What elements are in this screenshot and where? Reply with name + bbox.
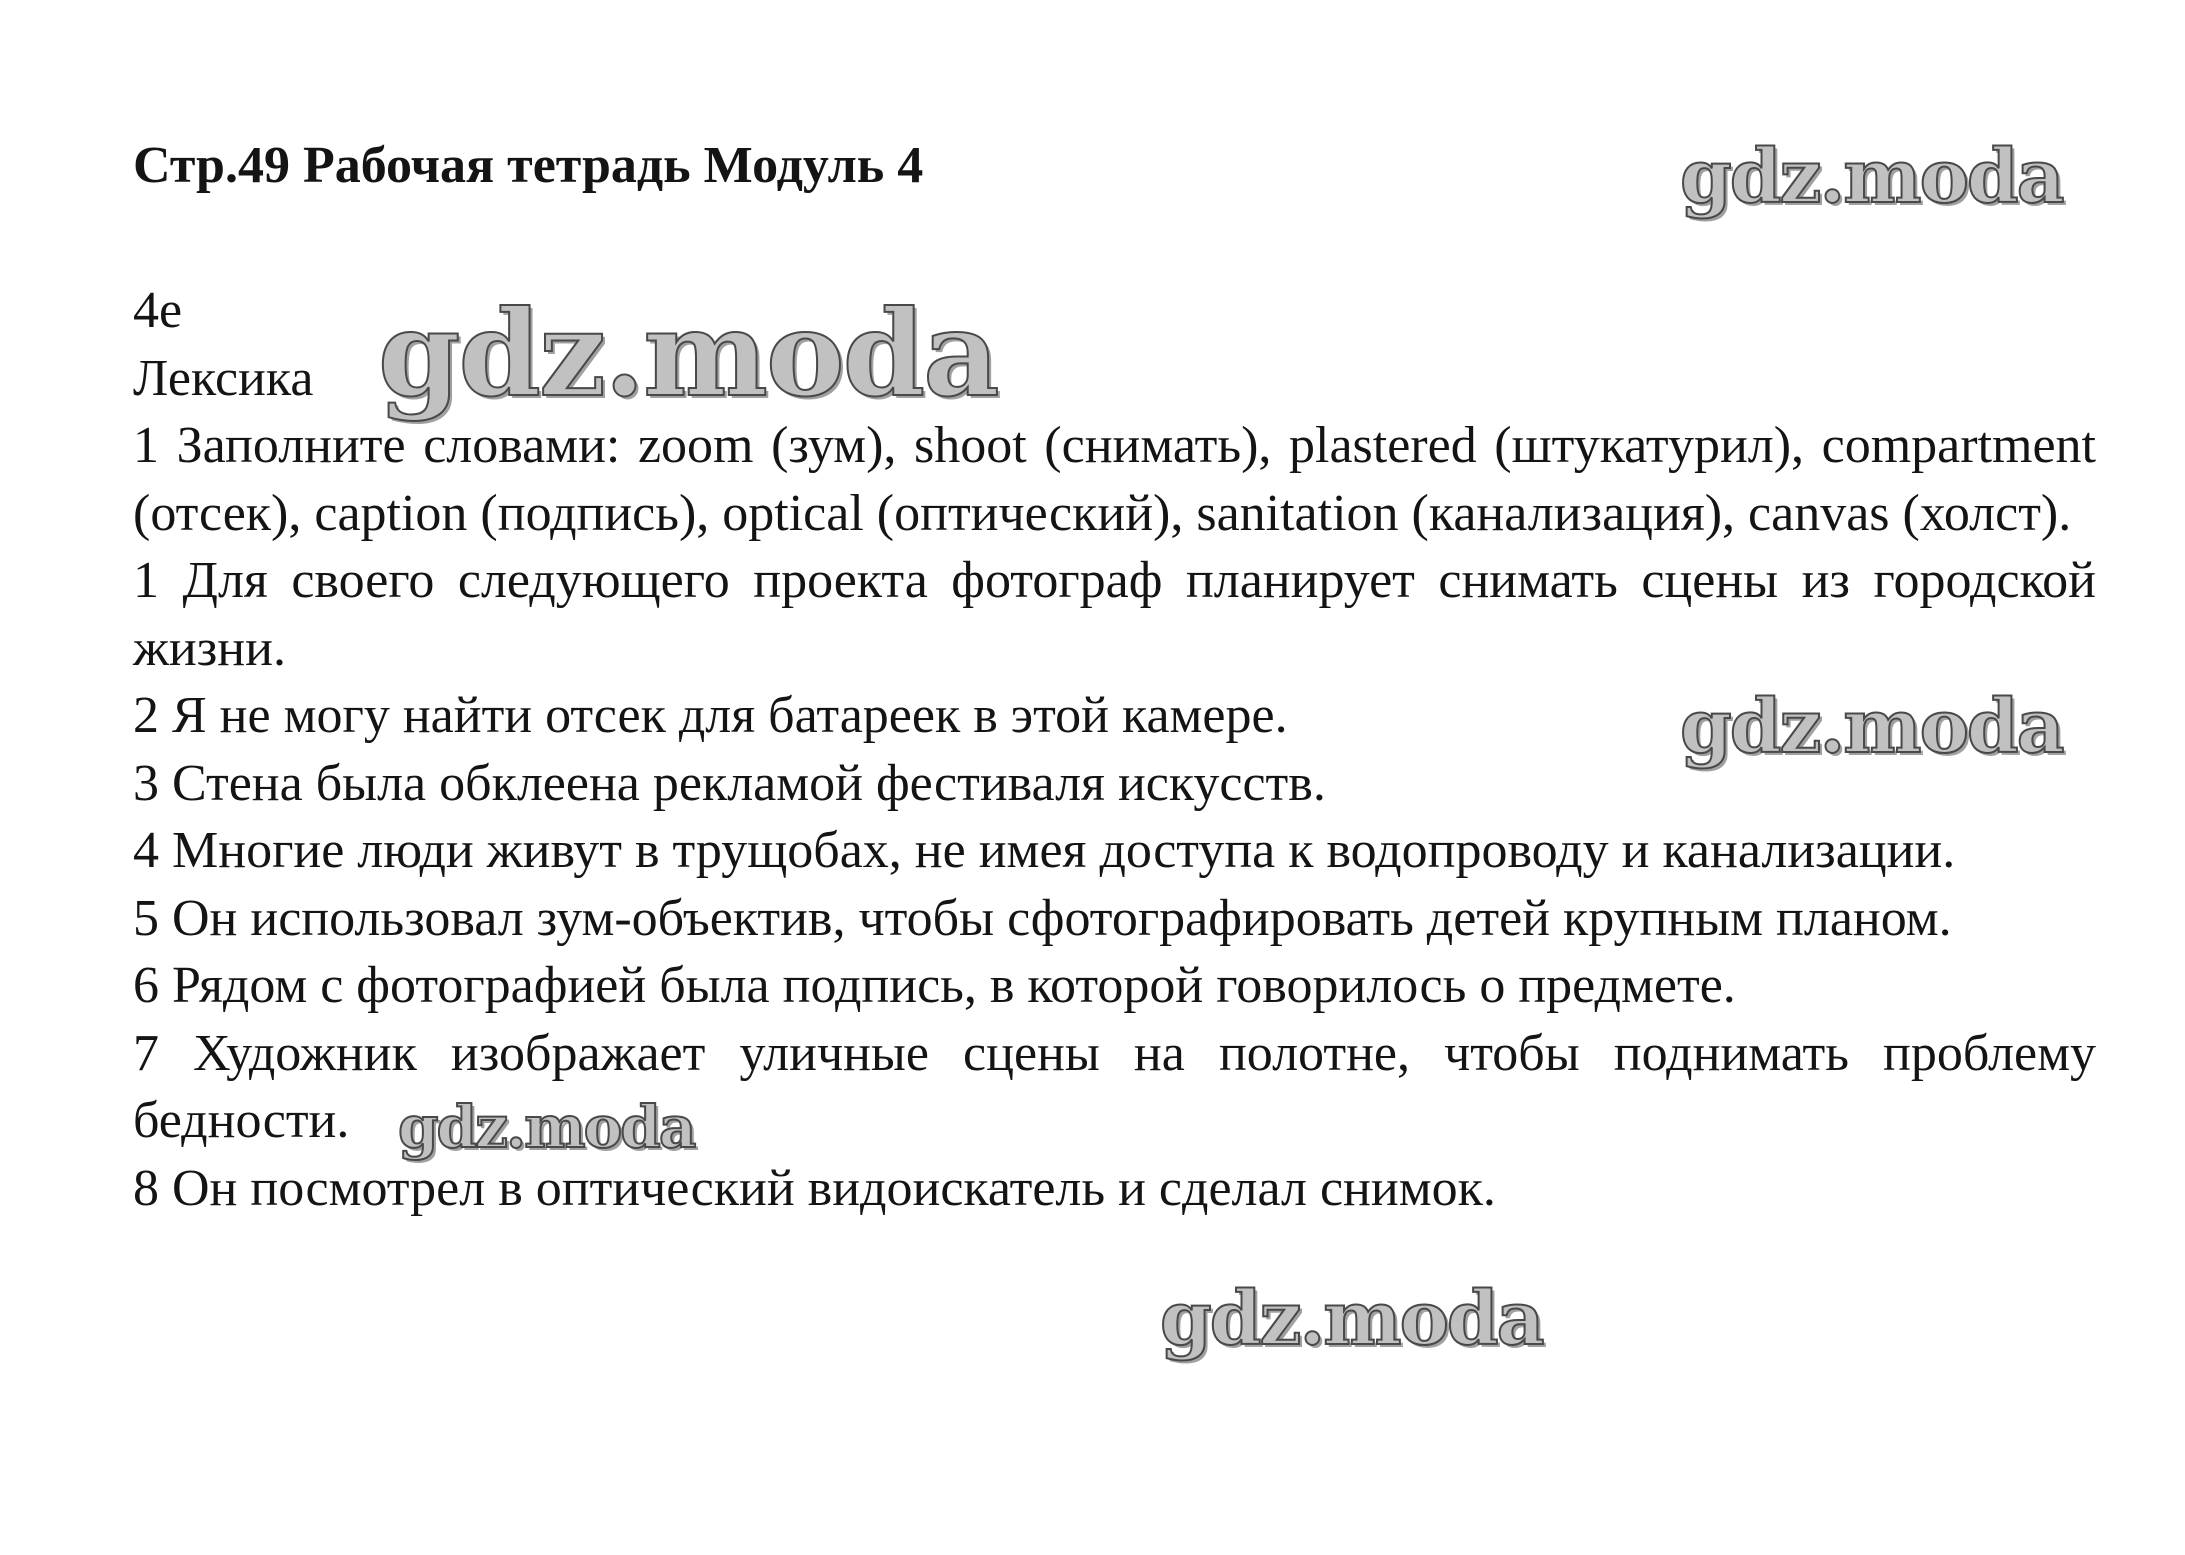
- page-title: Стр.49 Рабочая тетрадь Модуль 4: [133, 137, 924, 194]
- sentence-3: 3 Стена была обклеена рекламой фестиваля искусств.: [133, 754, 1326, 812]
- sentence-8: 8 Он посмотрел в оптический видоискатель и сделал снимок.: [133, 1159, 1496, 1217]
- sentence-2: 2 Я не могу найти отсек для батареек в этой камере.: [133, 687, 1288, 744]
- sentence-1: 1 Для своего следующего проекта фотограф планирует снимать сцены из городской жизни.: [133, 552, 2096, 677]
- watermark-logo: gdz.moda: [398, 1093, 695, 1161]
- sentence-6: 6 Рядом с фотографией была подпись, в которой говорилось о предмете.: [133, 957, 1736, 1014]
- sentence-5: 5 Он использовал зум-объектив, чтобы сфотографировать детей крупным планом.: [133, 889, 1952, 947]
- watermark-logo: gdz.moda: [378, 284, 998, 423]
- watermark-logo: gdz.moda: [1160, 1276, 1543, 1362]
- watermark-logo: gdz.moda: [1680, 684, 2063, 770]
- sentence-7: 7 Художник изображает уличные сцены на полотне, чтобы поднимать проблему бедности.: [133, 1024, 2096, 1149]
- section-code: 4e: [133, 282, 183, 339]
- sentence-4: 4 Многие люди живут в трущобах, не имея доступа к водопроводу и канализации.: [133, 822, 1956, 879]
- watermark-logo: gdz.moda: [1680, 134, 2063, 220]
- section-name: Лексика: [133, 349, 314, 407]
- task-instruction: 1 Заполните словами: zoom (зум), shoot (снимать), plastered (штукатурил), compartment (отсек), caption (подпись), optical (оптический), sanitation (канализация), canvas (холст).: [133, 417, 2096, 542]
- exercise-body: [133, 277, 2096, 1222]
